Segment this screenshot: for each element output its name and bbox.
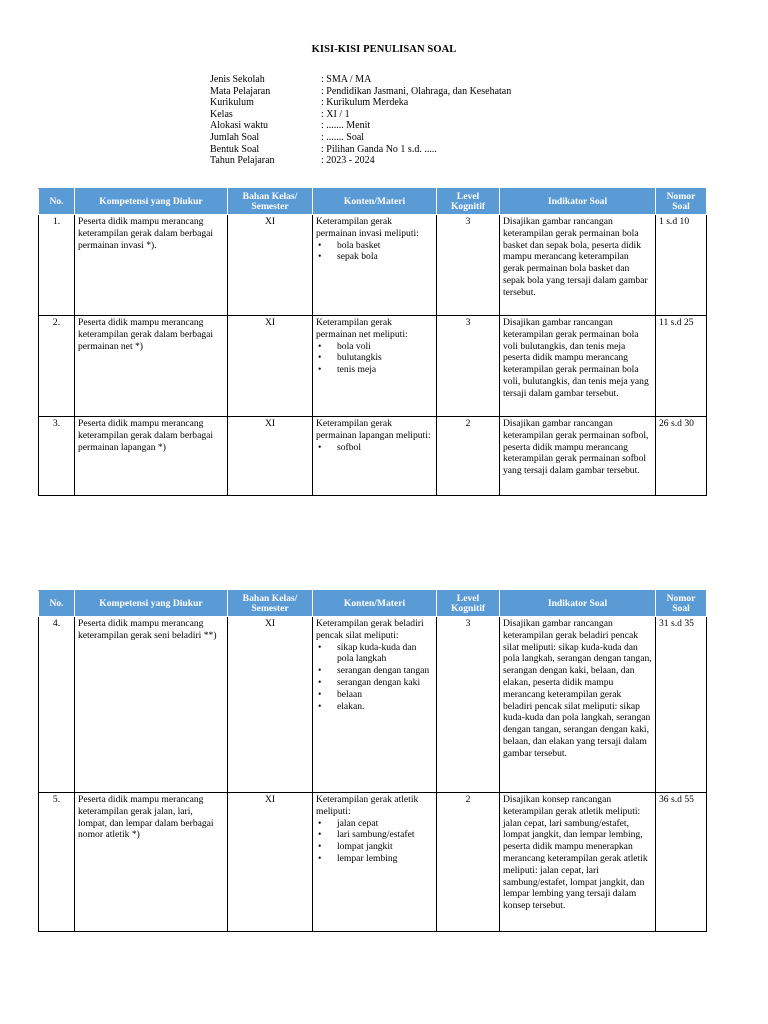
konten-item: • bulutangkis [316,352,433,364]
cell-nomor: 11 s.d 25 [656,316,707,417]
cell-konten [313,316,437,417]
meta-row [210,74,511,86]
table-row [39,215,707,316]
cell-nomor: 31 s.d 35 [656,617,707,793]
cell-level: 2 [437,793,500,932]
konten-item: • lari sambung/estafet [316,829,433,841]
cell-nomor: 36 s.d 55 [656,793,707,932]
header-nomor: Nomor Soal [656,591,707,617]
cell-level: 3 [437,617,500,793]
meta-label: Bentuk Soal [210,143,260,155]
cell-kompetensi: Peserta didik mampu merancang keterampilan gerak seni beladiri **) [75,617,228,793]
meta-label: Kelas [210,108,233,120]
table-row [39,617,707,793]
cell-no: 4. [39,617,75,793]
header-level: Level Kognitif [437,591,500,617]
header-kompetensi: Kompetensi yang Diukur [75,591,228,617]
cell-nomor: 1 s.d 10 [656,215,707,316]
cell-konten [313,215,437,316]
cell-bahan: XI [228,215,313,316]
cell-kompetensi: Peserta didik mampu merancang keterampilan gerak dalam berbagai permainan net *) [75,316,228,417]
konten-list [316,642,433,713]
konten-intro: Keterampilan gerak beladiri pencak silat meliputi: [316,618,424,641]
cell-no: 1. [39,215,75,316]
cell-kompetensi: Peserta didik mampu merancang keterampilan gerak jalan, lari, lompat, dan lempar dalam berbagai nomor atletik *) [75,793,228,932]
header-indikator: Indikator Soal [500,591,656,617]
konten-item: • bola basket [316,240,433,252]
konten-item: • serangan dengan tangan [316,665,433,677]
cell-bahan: XI [228,316,313,417]
meta-label: Mata Pelajaran [210,85,271,97]
cell-nomor: 26 s.d 30 [656,417,707,496]
cell-level: 3 [437,316,500,417]
cell-bahan: XI [228,617,313,793]
header-indikator: Indikator Soal [500,189,656,215]
meta-value: : Pendidikan Jasmani, Olahraga, dan Kesehatan [321,85,512,97]
meta-row [210,132,511,144]
cell-bahan: XI [228,793,313,932]
konten-item: • sepak bola [316,251,433,263]
meta-label: Kurikulum [210,97,254,109]
konten-item: • elakan. [316,701,433,713]
konten-intro: Keterampilan gerak atletik meliputi: [316,794,419,817]
konten-list [316,818,433,865]
cell-no: 3. [39,417,75,496]
meta-row [210,155,511,167]
meta-value: : 2023 - 2024 [321,155,375,167]
header-bahan: Bahan Kelas/ Semester [228,189,313,215]
header-no: No. [39,591,75,617]
cell-kompetensi: Peserta didik mampu merancang keterampilan gerak dalam berbagai permainan invasi *). [75,215,228,316]
header-level: Level Kognitif [437,189,500,215]
konten-list [316,240,433,264]
cell-no: 5. [39,793,75,932]
meta-value: : XI / 1 [321,108,350,120]
meta-value: : Kurikulum Merdeka [321,97,409,109]
cell-level: 3 [437,215,500,316]
cell-indikator: Disajikan gambar rancangan keterampilan gerak permainan bola basket dan sepak bola, peserta didik mampu merancang keterampilan gerak permainan bola basket dan sepak bola yang tersaji dalam gambar tersebut. [500,215,656,316]
cell-indikator: Disajikan konsep rancangan keterampilan gerak atletik meliputi: jalan cepat, lari sambung/estafet, lompat jangkit, dan lempar lembing, peserta didik mampu menerapkan merancang keterampilan gerak atletik meliputi: jalan cepat, lari sambung/estafet, lompat jangkit, dan lempar lembing yang tersaji dalam konsep tersebut. [500,793,656,932]
konten-intro: Keterampilan gerak permainan net meliputi: [316,317,408,340]
kisi-kisi-table-2 [38,590,707,932]
cell-indikator: Disajikan gambar rancangan keterampilan gerak permainan bola voli bulutangkis, dan tenis meja peserta didik mampu merancang keterampilan gerak permainan bola voli, bulutangkis, dan tenis meja yang tersaji dalam gambar tersebut. [500,316,656,417]
konten-list [316,341,433,376]
meta-label: Jumlah Soal [210,131,260,143]
meta-value: : ....... Soal [321,131,365,143]
konten-item: • lempar lembing [316,853,433,865]
header-nomor: Nomor Soal [656,189,707,215]
table-row [39,316,707,417]
cell-bahan: XI [228,417,313,496]
meta-row [210,97,511,109]
table-header-row [39,591,707,617]
cell-kompetensi: Peserta didik mampu merancang keterampilan gerak dalam berbagai permainan lapangan *) [75,417,228,496]
cell-level: 2 [437,417,500,496]
meta-label: Jenis Sekolah [210,74,265,85]
cell-konten [313,617,437,793]
meta-value: : ....... Menit [321,120,371,132]
cell-indikator: Disajikan gambar rancangan keterampilan gerak permainan sofbol, peserta didik mampu merancang keterampilan gerak permainan sofbol yang tersaji dalam gambar tersebut. [500,417,656,496]
konten-item: • jalan cepat [316,818,433,830]
meta-label: Alokasi waktu [210,120,269,132]
cell-konten [313,793,437,932]
meta-value: : SMA / MA [321,74,372,85]
meta-row [210,109,511,121]
document-meta [210,74,511,167]
meta-row [210,120,511,132]
header-konten: Konten/Materi [313,591,437,617]
konten-intro: Keterampilan gerak permainan invasi meliputi: [316,216,419,239]
table-header-row [39,189,707,215]
document-title: KISI-KISI PENULISAN SOAL [311,44,457,55]
meta-label: Tahun Pelajaran [210,155,275,167]
konten-item: • sofbol [316,442,433,454]
table-row [39,417,707,496]
header-kompetensi: Kompetensi yang Diukur [75,189,228,215]
cell-no: 2. [39,316,75,417]
cell-konten [313,417,437,496]
header-bahan: Bahan Kelas/ Semester [228,591,313,617]
konten-item: • belaan [316,689,433,701]
meta-row [210,144,511,156]
header-konten: Konten/Materi [313,189,437,215]
kisi-kisi-table-1 [38,188,707,496]
konten-item: • bola voli [316,341,433,353]
header-no: No. [39,189,75,215]
meta-value: : Pilihan Ganda No 1 s.d. ..... [321,143,437,155]
konten-item: • sikap kuda-kuda dan pola langkah [316,642,433,666]
table-row [39,793,707,932]
konten-intro: Keterampilan gerak permainan lapangan meliputi: [316,418,431,441]
cell-indikator: Disajikan gambar rancangan keterampilan gerak beladiri pencak silat meliputi: sikap kuda-kuda dan pola langkah, serangan dengan tangan, serangan dengan kaki, belaan, dan elakan, peserta didik mampu merancang keterampilan gerak beladiri pencak silat meliputi: sikap kuda-kuda dan pola langkah, serangan dengan tangan, serangan dengan kaki, belaan, dan elakan yang tersaji dalam gambar tersebut. [500,617,656,793]
konten-item: • tenis meja [316,364,433,376]
konten-item: • serangan dengan kaki [316,677,433,689]
konten-item: • lompat jangkit [316,841,433,853]
meta-row [210,86,511,98]
konten-list [316,442,433,454]
